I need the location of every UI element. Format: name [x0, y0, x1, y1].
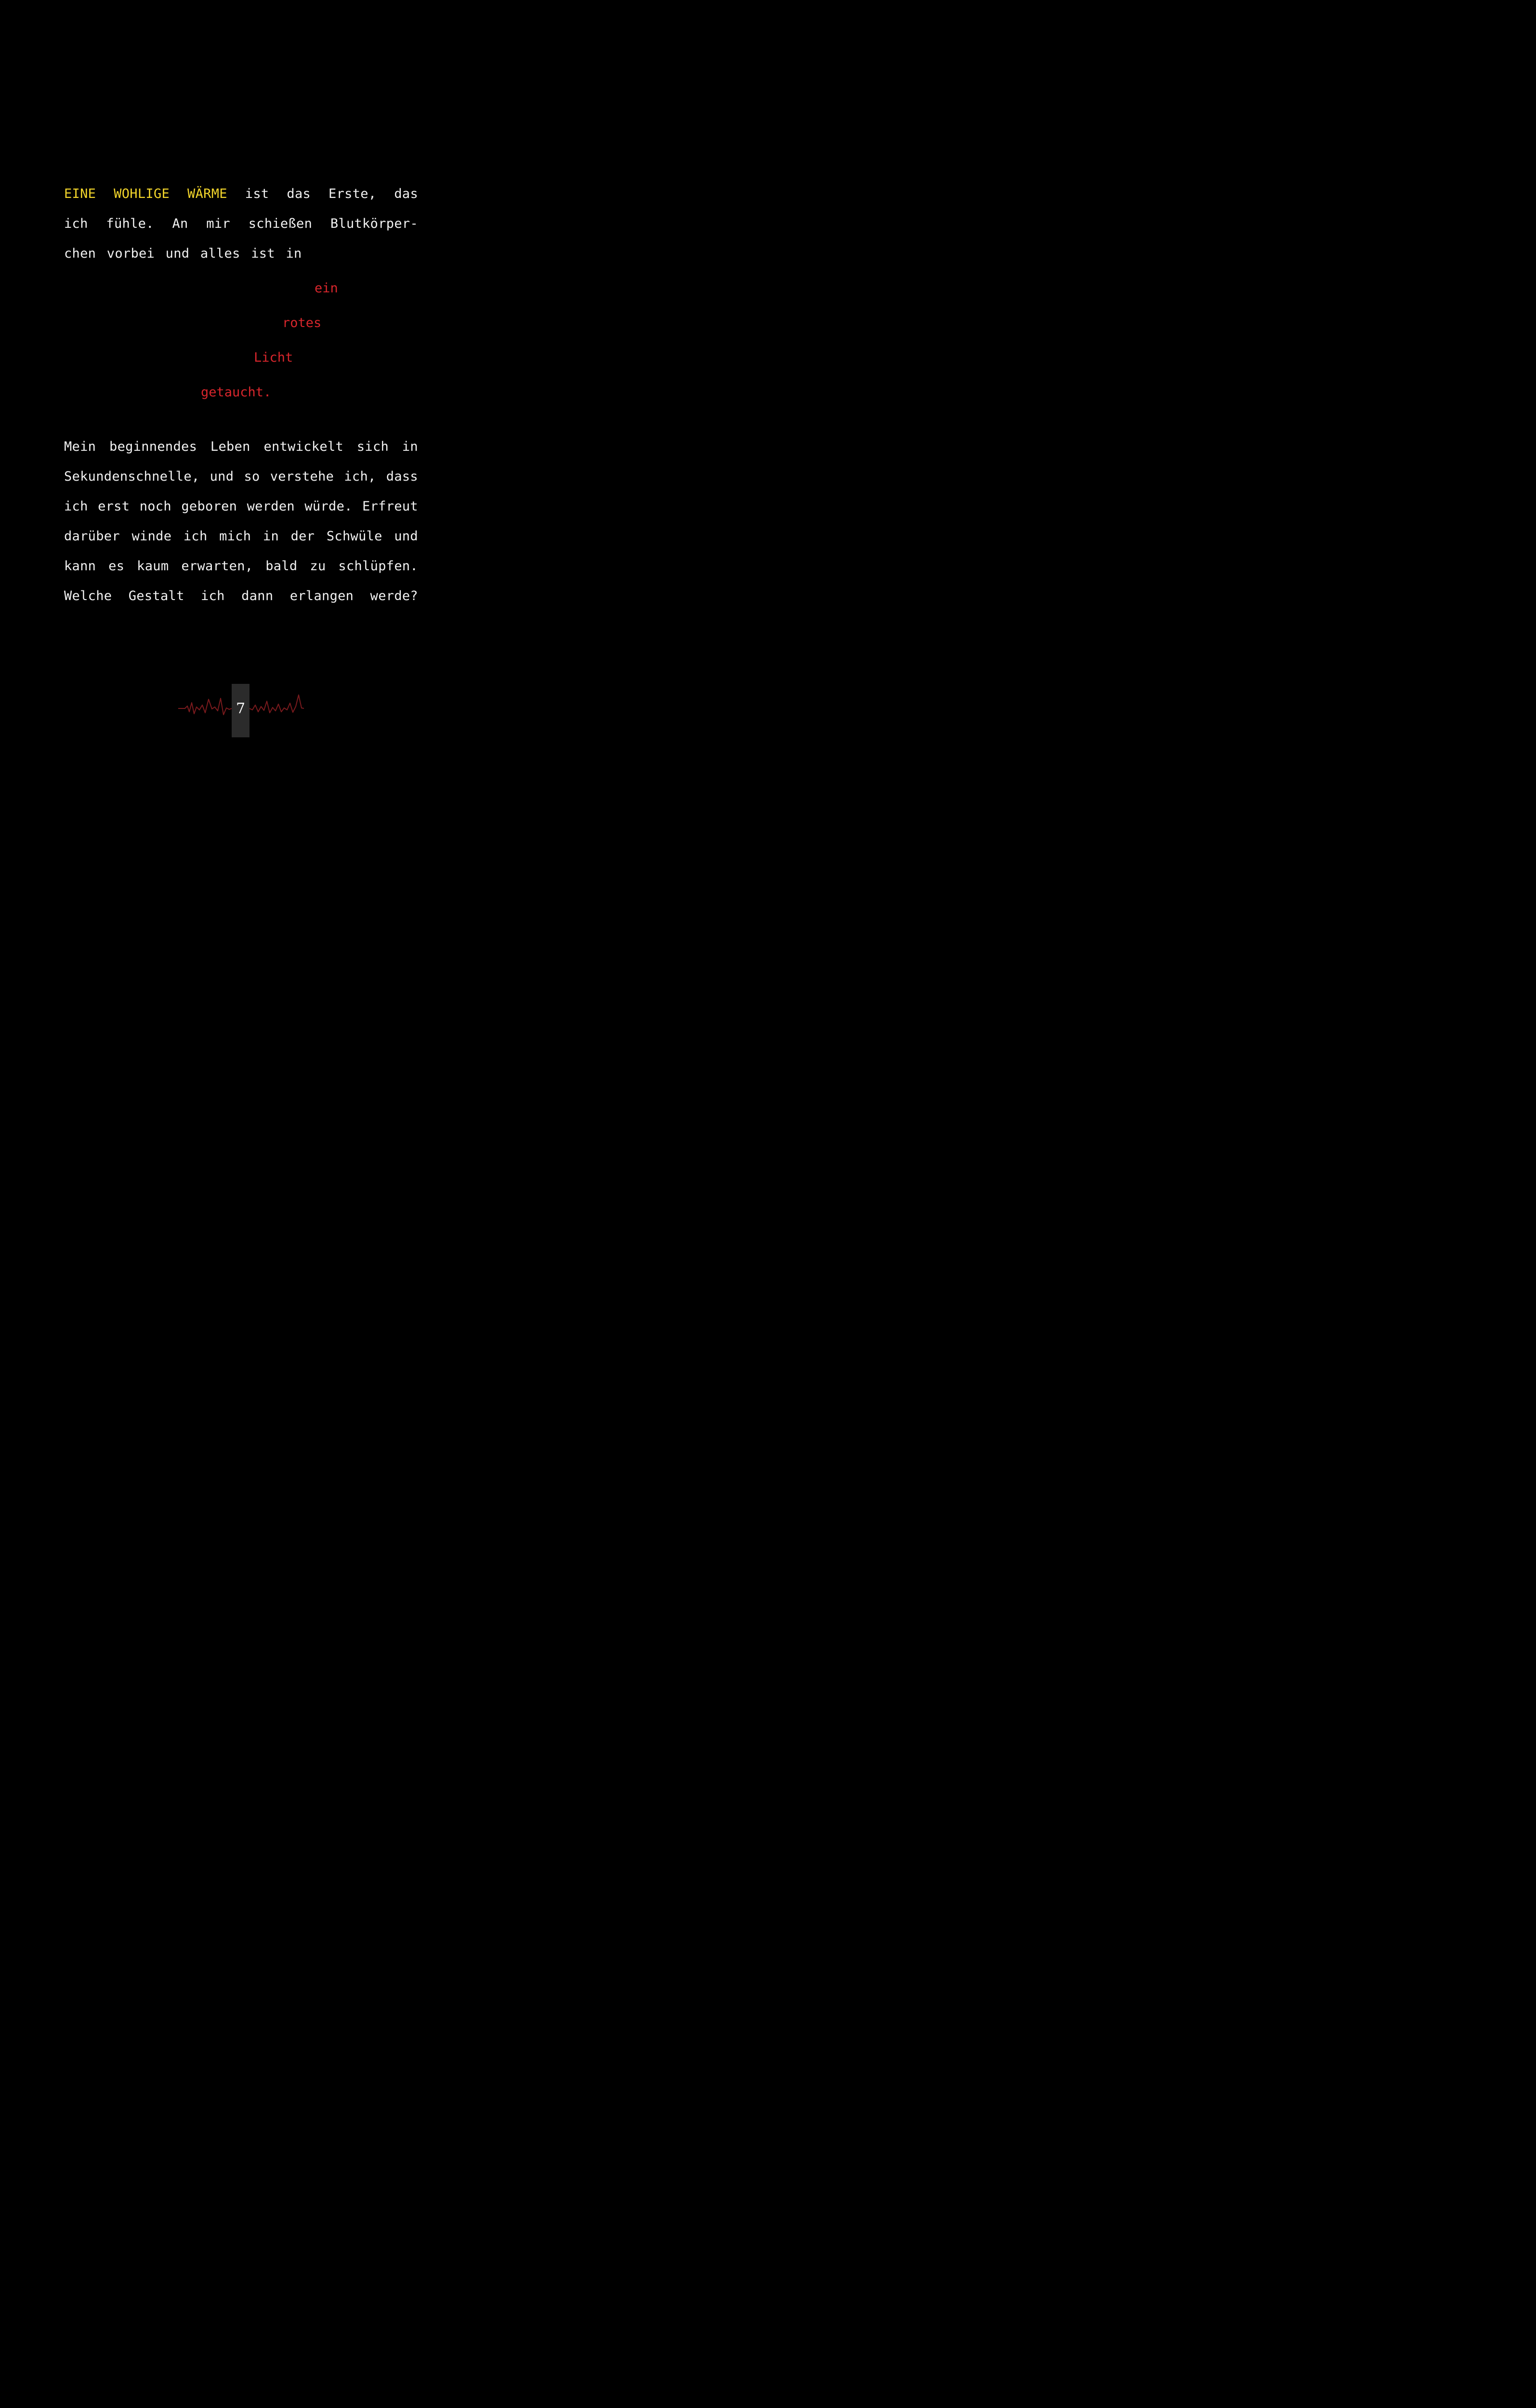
- paragraph-2-line-5: kann es kaum erwarten, bald zu schlüpfen.: [64, 559, 418, 574]
- page-footer: [0, 684, 474, 738]
- paragraph-1-line-2: ich fühle. An mir schießen Blutkörper-: [64, 216, 418, 231]
- cascade-word-3: Licht: [254, 350, 293, 365]
- paragraph-2-line-1: Mein beginnendes Leben entwickelt sich in: [64, 439, 418, 454]
- cascade-word-2: rotes: [282, 315, 322, 330]
- cascade-word-1: ein: [315, 281, 338, 296]
- paragraph-1-line-3: chen vorbei und alles ist in: [64, 246, 302, 261]
- paragraph-2-line-2: Sekundenschnelle, und so verstehe ich, dass: [64, 469, 418, 484]
- paragraph-2-line-3: ich erst noch geboren werden würde. Erfreut: [64, 499, 418, 514]
- paragraph-1-line-1-rest: ist das Erste, das: [245, 186, 418, 201]
- cascade-word-4: getaucht.: [201, 385, 272, 400]
- paragraph-2-line-6: Welche Gestalt ich dann erlangen werde?: [64, 589, 418, 603]
- opening-highlight-text: EINE WOHLIGE WÄRME: [64, 186, 227, 201]
- paragraph-2-line-4: darüber winde ich mich in der Schwüle und: [64, 529, 418, 544]
- paragraph-1-line-1: [64, 186, 418, 202]
- page-number: 7: [236, 700, 246, 717]
